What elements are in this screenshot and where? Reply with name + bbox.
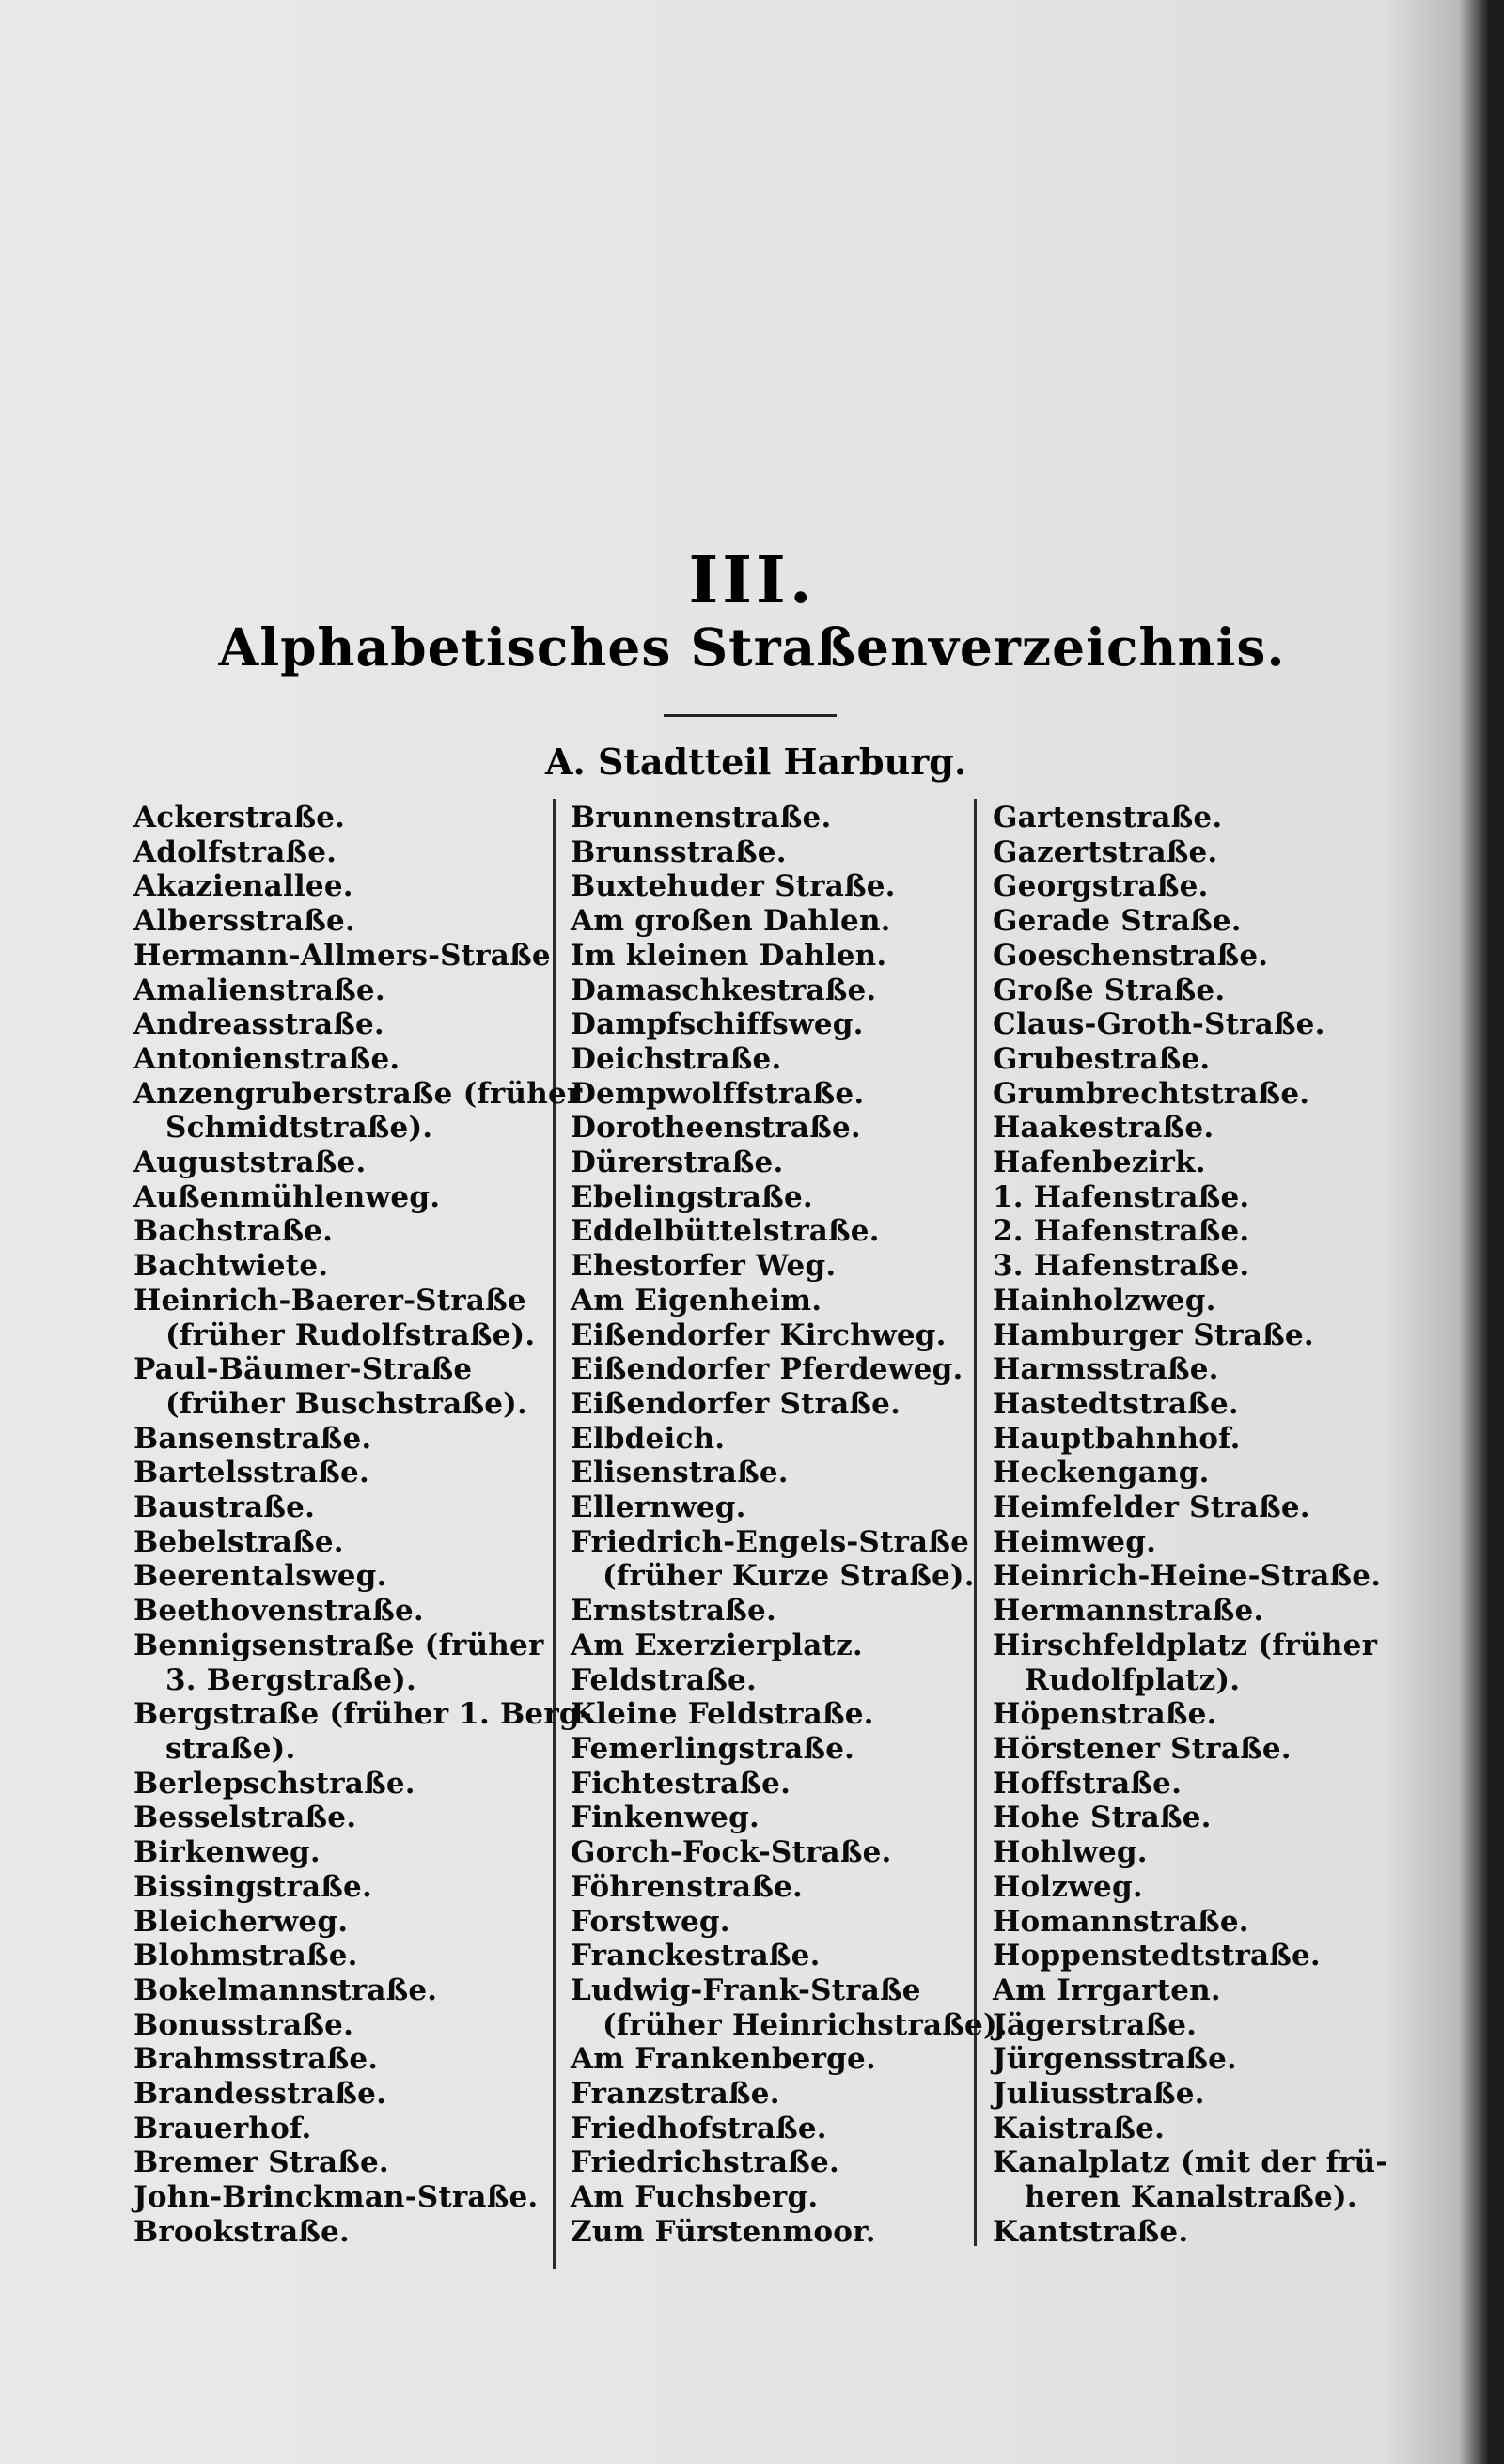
street-entry: Jägerstraße. xyxy=(993,2007,1198,2042)
street-entry: (früher Kurze Straße). xyxy=(603,1559,975,1594)
street-entry: Forstweg. xyxy=(571,1904,730,1939)
street-entry: Ellernweg. xyxy=(571,1490,746,1525)
street-entry: Gartenstraße. xyxy=(993,801,1223,834)
street-entry: Amalienstraße. xyxy=(133,973,385,1007)
street-entry: Franckestraße. xyxy=(571,1939,821,1973)
street-entry: Eddelbüttelstraße. xyxy=(571,1214,880,1249)
street-entry: Bebelstraße. xyxy=(133,1524,344,1559)
street-entry: Eißendorfer Kirchweg. xyxy=(571,1318,947,1352)
street-entry: Feldstraße. xyxy=(571,1662,757,1697)
page-title: Alphabetisches Straßenverzeichnis. xyxy=(218,616,1286,678)
street-entry: Buxtehuder Straße. xyxy=(571,869,896,904)
street-entry: Brandesstraße. xyxy=(133,2077,387,2112)
street-entry: Deichstraße. xyxy=(571,1041,782,1076)
street-entry: Zum Fürstenmoor. xyxy=(571,2214,876,2249)
street-entry: John-Brinckman-Straße. xyxy=(133,2180,539,2215)
street-entry: (früher Rudolfstraße). xyxy=(165,1318,536,1352)
street-entry: Friedhofstraße. xyxy=(571,2111,827,2145)
street-entry: Baustraße. xyxy=(133,1490,316,1525)
street-entry: Ludwig-Frank-Straße xyxy=(571,1973,921,2007)
street-entry: Hoppenstedtstraße. xyxy=(993,1939,1321,1973)
street-entry: Kleine Feldstraße. xyxy=(571,1697,874,1732)
street-entry: Brookstraße. xyxy=(133,2214,351,2249)
street-entry: Beerentalsweg. xyxy=(133,1559,387,1594)
street-entry: Kanalplatz (mit der frü- xyxy=(993,2145,1388,2180)
street-entry: Bergstraße (früher 1. Berg- xyxy=(133,1697,592,1732)
street-entry: Bonusstraße. xyxy=(133,2007,354,2042)
street-entry: Ernststraße. xyxy=(571,1594,776,1629)
street-entry: Hohlweg. xyxy=(993,1835,1148,1870)
street-entry: Bachstraße. xyxy=(133,1214,334,1249)
column-divider xyxy=(553,799,556,2269)
street-entry: Am großen Dahlen. xyxy=(571,904,891,939)
street-entry: Bansenstraße. xyxy=(133,1421,372,1456)
street-entry: 3. Hafenstraße. xyxy=(993,1249,1250,1284)
street-entry: Ebelingstraße. xyxy=(571,1179,813,1214)
street-entry: Grumbrechtstraße. xyxy=(993,1076,1310,1111)
street-entry: heren Kanalstraße). xyxy=(1025,2180,1357,2215)
street-entry: Brauerhof. xyxy=(133,2111,312,2145)
street-entry: Bleicherweg. xyxy=(133,1904,349,1939)
street-entry: Haakestraße. xyxy=(993,1111,1214,1146)
street-entry: Friedrichstraße. xyxy=(571,2145,839,2180)
street-entry: Brahmsstraße. xyxy=(133,2042,379,2077)
street-entry: Franzstraße. xyxy=(571,2077,780,2112)
street-entry: Hermann-Allmers-Straße xyxy=(133,938,551,973)
street-entry: Gazertstraße. xyxy=(993,834,1218,869)
street-entry: Hainholzweg. xyxy=(993,1283,1216,1318)
street-entry: Femerlingstraße. xyxy=(571,1731,855,1766)
street-entry: Elbdeich. xyxy=(571,1421,726,1456)
street-entry: Außenmühlenweg. xyxy=(133,1179,441,1214)
street-entry: Georgstraße. xyxy=(993,869,1209,904)
street-entry: Finkenweg. xyxy=(571,1801,760,1835)
street-entry: Harmsstraße. xyxy=(993,1352,1219,1387)
street-entry: Claus-Groth-Straße. xyxy=(993,1007,1325,1042)
street-entry: Heinrich-Heine-Straße. xyxy=(993,1559,1382,1594)
street-entry: Birkenweg. xyxy=(133,1835,321,1870)
street-entry: Akazienallee. xyxy=(133,869,353,904)
street-entry: Bremer Straße. xyxy=(133,2145,389,2180)
street-entry: Dampfschiffsweg. xyxy=(571,1007,864,1042)
street-entry: Am Fuchsberg. xyxy=(571,2180,819,2215)
street-entry: Ackerstraße. xyxy=(133,801,346,834)
street-entry: Juliusstraße. xyxy=(993,2077,1205,2112)
street-entry: Gerade Straße. xyxy=(993,904,1242,939)
street-entry: Brunnenstraße. xyxy=(571,801,832,834)
street-entry: Eißendorfer Pferdeweg. xyxy=(571,1352,964,1387)
street-entry: (früher Buschstraße). xyxy=(165,1386,527,1421)
street-entry: Gorch-Fock-Straße. xyxy=(571,1835,892,1870)
street-entry: Elisenstraße. xyxy=(571,1456,789,1490)
street-entry: Fichtestraße. xyxy=(571,1766,791,1801)
street-entry: Andreasstraße. xyxy=(133,1007,384,1042)
street-entry: Heinrich-Baerer-Straße xyxy=(133,1283,526,1318)
street-entry: Friedrich-Engels-Straße xyxy=(571,1524,970,1559)
street-entry: Hoffstraße. xyxy=(993,1766,1183,1801)
street-entry: Heckengang. xyxy=(993,1456,1210,1490)
street-list-column-3 xyxy=(993,801,1397,2250)
street-entry: Am Irrgarten. xyxy=(993,1973,1221,2007)
street-entry: 1. Hafenstraße. xyxy=(993,1179,1250,1214)
street-entry: Holzweg. xyxy=(993,1869,1143,1904)
street-entry: Hauptbahnhof. xyxy=(993,1421,1241,1456)
street-entry: Kaistraße. xyxy=(993,2111,1166,2145)
street-entry: Bartelsstraße. xyxy=(133,1456,369,1490)
chapter-number: III. xyxy=(688,543,816,618)
street-entry: Homannstraße. xyxy=(993,1904,1249,1939)
street-entry: Ehestorfer Weg. xyxy=(571,1249,837,1284)
street-entry: Bokelmannstraße. xyxy=(133,1973,438,2007)
street-entry: Paul-Bäumer-Straße xyxy=(133,1352,473,1387)
street-entry: Eißendorfer Straße. xyxy=(571,1386,901,1421)
street-entry: Höpenstraße. xyxy=(993,1697,1217,1732)
street-entry: Hirschfeldplatz (früher xyxy=(993,1628,1378,1662)
street-entry: Heimweg. xyxy=(993,1524,1157,1559)
street-entry: Auguststraße. xyxy=(133,1146,367,1180)
street-entry: Am Frankenberge. xyxy=(571,2042,876,2077)
street-entry: Anzengruberstraße (früher xyxy=(133,1076,583,1111)
street-entry: Heimfelder Straße. xyxy=(993,1490,1310,1525)
street-entry: Damaschkestraße. xyxy=(571,973,877,1007)
street-entry: Rudolfplatz). xyxy=(1025,1662,1241,1697)
street-entry: Dorotheenstraße. xyxy=(571,1111,861,1146)
street-entry: 3. Bergstraße). xyxy=(165,1662,417,1697)
street-entry: Hamburger Straße. xyxy=(993,1318,1314,1352)
street-entry: Adolfstraße. xyxy=(133,834,337,869)
street-entry: Brunsstraße. xyxy=(571,834,787,869)
street-entry: Jürgensstraße. xyxy=(993,2042,1237,2077)
street-list-column-2 xyxy=(571,801,1008,2250)
street-entry: Berlepschstraße. xyxy=(133,1766,415,1801)
street-entry: Beethovenstraße. xyxy=(133,1594,424,1629)
street-entry: Besselstraße. xyxy=(133,1801,357,1835)
street-entry: Bachtwiete. xyxy=(133,1249,329,1284)
street-entry: Kantstraße. xyxy=(993,2214,1189,2249)
street-entry: Hohe Straße. xyxy=(993,1801,1212,1835)
street-entry: Im kleinen Dahlen. xyxy=(571,938,887,973)
street-entry: (früher Heinrichstraße). xyxy=(603,2007,1008,2042)
street-entry: straße). xyxy=(165,1731,296,1766)
street-entry: Hermannstraße. xyxy=(993,1594,1264,1629)
street-entry: 2. Hafenstraße. xyxy=(993,1214,1250,1249)
street-list-column-1 xyxy=(133,801,592,2250)
street-entry: Blohmstraße. xyxy=(133,1939,358,1973)
street-entry: Am Exerzierplatz. xyxy=(571,1628,863,1662)
title-rule xyxy=(664,714,837,717)
street-entry: Hafenbezirk. xyxy=(993,1146,1206,1180)
street-entry: Goeschenstraße. xyxy=(993,938,1269,973)
street-entry: Föhrenstraße. xyxy=(571,1869,803,1904)
street-entry: Grubestraße. xyxy=(993,1041,1211,1076)
section-heading: A. Stadtteil Harburg. xyxy=(545,741,967,783)
street-entry: Am Eigenheim. xyxy=(571,1283,822,1318)
street-entry: Dempwolffstraße. xyxy=(571,1076,865,1111)
street-entry: Albersstraße. xyxy=(133,904,355,939)
street-entry: Dürerstraße. xyxy=(571,1146,784,1180)
street-entry: Antonienstraße. xyxy=(133,1041,400,1076)
street-entry: Hörstener Straße. xyxy=(993,1731,1292,1766)
street-entry: Hastedtstraße. xyxy=(993,1386,1239,1421)
street-entry: Große Straße. xyxy=(993,973,1226,1007)
street-entry: Bennigsenstraße (früher xyxy=(133,1628,544,1662)
street-entry: Bissingstraße. xyxy=(133,1869,372,1904)
street-entry: Schmidtstraße). xyxy=(165,1111,433,1146)
